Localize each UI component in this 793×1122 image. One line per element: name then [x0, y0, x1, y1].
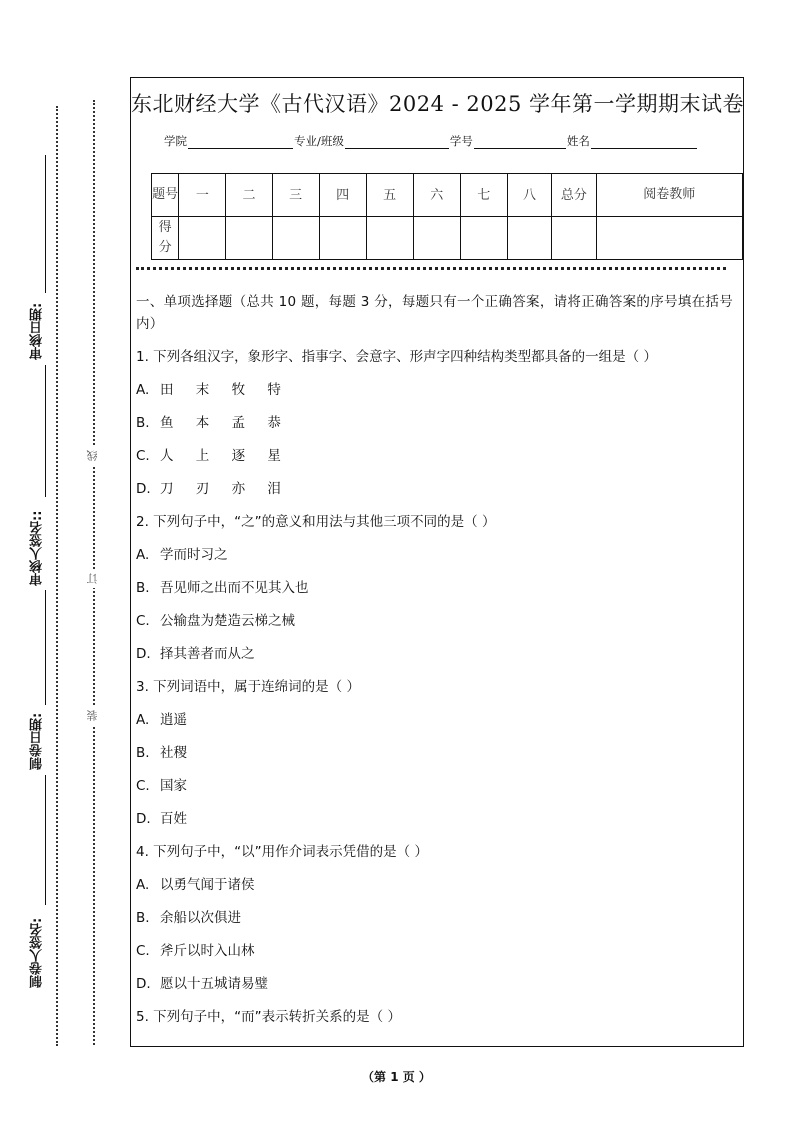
question-2-option-a[interactable] — [136, 543, 228, 563]
option-key: B. — [136, 745, 150, 761]
preparer-signature-underline[interactable] — [45, 775, 46, 905]
section-separator-dotted — [136, 267, 726, 270]
cut-mark-line: 线 — [85, 447, 101, 465]
question-5-stem: 5. 下列句子中，“而”表示转折关系的是（ ） — [136, 1009, 401, 1025]
question-1-option-b[interactable] — [136, 411, 290, 431]
major-class-label: 专业/班级 — [294, 134, 344, 148]
option-key: C. — [136, 943, 150, 959]
reviewer-signature-label: 审核人签名:: — [30, 510, 45, 586]
question-4-option-a[interactable] — [136, 873, 255, 893]
option-text: 社稷 — [160, 745, 187, 761]
score-table — [151, 173, 743, 260]
score-cell-1[interactable] — [179, 217, 226, 260]
cut-mark-bind: 订 — [85, 570, 101, 588]
score-cell-total[interactable] — [552, 217, 596, 260]
question-4-option-c[interactable] — [136, 939, 255, 959]
question-2-option-b[interactable] — [136, 576, 309, 596]
option-key: D. — [136, 646, 151, 662]
question-2-option-c[interactable] — [136, 609, 295, 629]
option-text: 学而时习之 — [160, 547, 228, 563]
option-text: 余船以次俱进 — [160, 910, 241, 926]
option-key: C. — [136, 448, 150, 464]
student-id-label: 学号 — [449, 134, 473, 148]
question-1-stem: 1. 下列各组汉字，象形字、指事字、会意字、形声字四种结构类型都具备的一组是（ ） — [136, 349, 657, 365]
col-6: 六 — [413, 174, 460, 217]
option-key: C. — [136, 613, 150, 629]
option-key: A. — [136, 382, 150, 398]
question-3-option-d[interactable] — [136, 807, 187, 827]
option-text: 公输盘为楚造云梯之械 — [160, 613, 295, 629]
col-5: 五 — [366, 174, 413, 217]
review-date-label: 审核日期: — [30, 302, 45, 360]
score-table-header-row — [152, 174, 743, 217]
question-4-stem: 4. 下列句子中，“以”用作介词表示凭借的是（ ） — [136, 844, 428, 860]
col-4: 四 — [319, 174, 366, 217]
question-4-option-d[interactable] — [136, 972, 268, 992]
option-key: A. — [136, 547, 150, 563]
option-text: 以勇气闻于诸侯 — [160, 877, 255, 893]
score-cell-2[interactable] — [226, 217, 272, 260]
name-label: 姓名 — [566, 134, 590, 148]
student-id-field[interactable] — [474, 136, 566, 149]
option-text: 鱼 本 孟 恭 — [160, 415, 290, 431]
question-3-stem: 3. 下列词语中，属于连绵词的是（ ） — [136, 679, 360, 695]
question-1-option-a[interactable] — [136, 378, 290, 398]
major-class-field[interactable] — [345, 136, 449, 149]
review-date-underline[interactable] — [45, 155, 46, 293]
binding-dotted-line-outer — [56, 106, 58, 1046]
question-4-option-b[interactable] — [136, 906, 241, 926]
question-3-option-a[interactable] — [136, 708, 187, 728]
option-key: C. — [136, 778, 150, 794]
col-3: 三 — [272, 174, 319, 217]
option-key: D. — [136, 976, 151, 992]
row-header-score: 得分 — [152, 217, 179, 260]
score-cell-4[interactable] — [319, 217, 366, 260]
score-cell-grader[interactable] — [596, 217, 742, 260]
row-header-question-no: 题号 — [152, 174, 179, 217]
option-text: 人 上 逐 星 — [160, 448, 290, 464]
page-number: （第 1 页 ） — [362, 1070, 431, 1084]
question-1-option-d[interactable] — [136, 477, 290, 497]
section-1-heading: 一、单项选择题（总共 10 题，每题 3 分，每题只有一个正确答案，请将正确答案的序号填在括号内） — [136, 294, 734, 332]
option-text: 百姓 — [160, 811, 187, 827]
score-cell-5[interactable] — [366, 217, 413, 260]
option-text: 国家 — [160, 778, 187, 794]
score-cell-6[interactable] — [413, 217, 460, 260]
col-7: 七 — [460, 174, 507, 217]
option-key: B. — [136, 415, 150, 431]
option-key: A. — [136, 712, 150, 728]
option-text: 逍遥 — [160, 712, 187, 728]
option-key: A. — [136, 877, 150, 893]
student-info-row — [164, 133, 698, 149]
question-2-option-d[interactable] — [136, 642, 255, 662]
question-1-option-c[interactable] — [136, 444, 290, 464]
exam-frame — [130, 77, 744, 1047]
option-key: D. — [136, 811, 151, 827]
score-table-score-row — [152, 217, 743, 260]
college-field[interactable] — [188, 136, 293, 149]
option-text: 择其善者而从之 — [160, 646, 255, 662]
option-key: D. — [136, 481, 151, 497]
prep-date-label: 制卷日期: — [30, 712, 45, 770]
col-2: 二 — [226, 174, 272, 217]
score-cell-3[interactable] — [272, 217, 319, 260]
question-3-option-b[interactable] — [136, 741, 187, 761]
option-text: 吾见师之出而不见其入也 — [160, 580, 309, 596]
score-cell-8[interactable] — [507, 217, 551, 260]
col-8: 八 — [507, 174, 551, 217]
question-3-option-c[interactable] — [136, 774, 187, 794]
preparer-signature-label: 制卷人签名: — [30, 917, 45, 988]
option-key: B. — [136, 910, 150, 926]
college-label: 学院 — [164, 134, 187, 148]
col-total: 总分 — [552, 174, 596, 217]
cut-mark-seal: 装 — [85, 707, 101, 725]
col-grader: 阅卷教师 — [596, 174, 742, 217]
prep-date-underline[interactable] — [45, 590, 46, 705]
name-field[interactable] — [591, 136, 697, 149]
score-cell-7[interactable] — [460, 217, 507, 260]
reviewer-signature-underline[interactable] — [45, 365, 46, 497]
option-text: 愿以十五城请易璧 — [160, 976, 268, 992]
option-text: 刀 刃 亦 泪 — [160, 481, 290, 497]
exam-title: 东北财经大学《古代汉语》2024 - 2025 学年第一学期期末试卷 — [131, 92, 745, 116]
col-1: 一 — [179, 174, 226, 217]
option-key: B. — [136, 580, 150, 596]
question-2-stem: 2. 下列句子中，“之”的意义和用法与其他三项不同的是（ ） — [136, 514, 496, 530]
option-text: 斧斤以时入山林 — [160, 943, 255, 959]
option-text: 田 末 牧 特 — [160, 382, 290, 398]
